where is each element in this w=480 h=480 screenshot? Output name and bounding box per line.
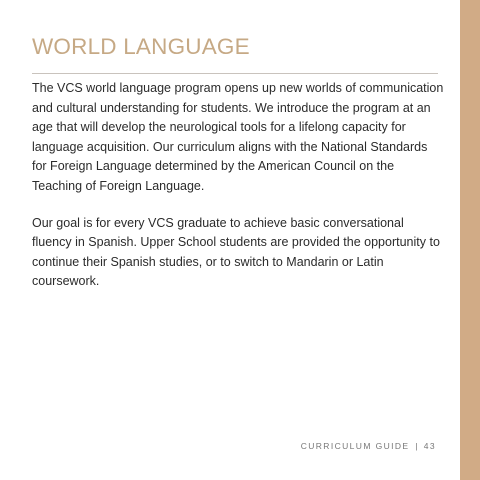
side-accent-band xyxy=(460,0,480,480)
page-footer xyxy=(301,441,436,451)
page-heading: WORLD LANGUAGE xyxy=(32,34,250,59)
heading-divider xyxy=(32,73,438,74)
body-paragraph: The VCS world language program opens up new worlds of communication and cultural understanding for students. We introduce the program at an age that will develop the neurological tools for a lifelong capacity for language acquisition. Our curriculum aligns with the National Standards for Foreign Language determined by the American Council on the Teaching of Foreign Language. xyxy=(32,81,444,193)
body-content xyxy=(32,79,444,309)
body-paragraph: Our goal is for every VCS graduate to achieve basic conversational fluency in Spanish. Upper School students are provided the opportunity to continue their Spanish studies, or to switch to Mandarin or Latin coursework. xyxy=(32,215,440,289)
page-number: 43 xyxy=(423,441,436,451)
footer-label: CURRICULUM GUIDE xyxy=(300,441,410,451)
footer-separator: | xyxy=(415,441,418,451)
